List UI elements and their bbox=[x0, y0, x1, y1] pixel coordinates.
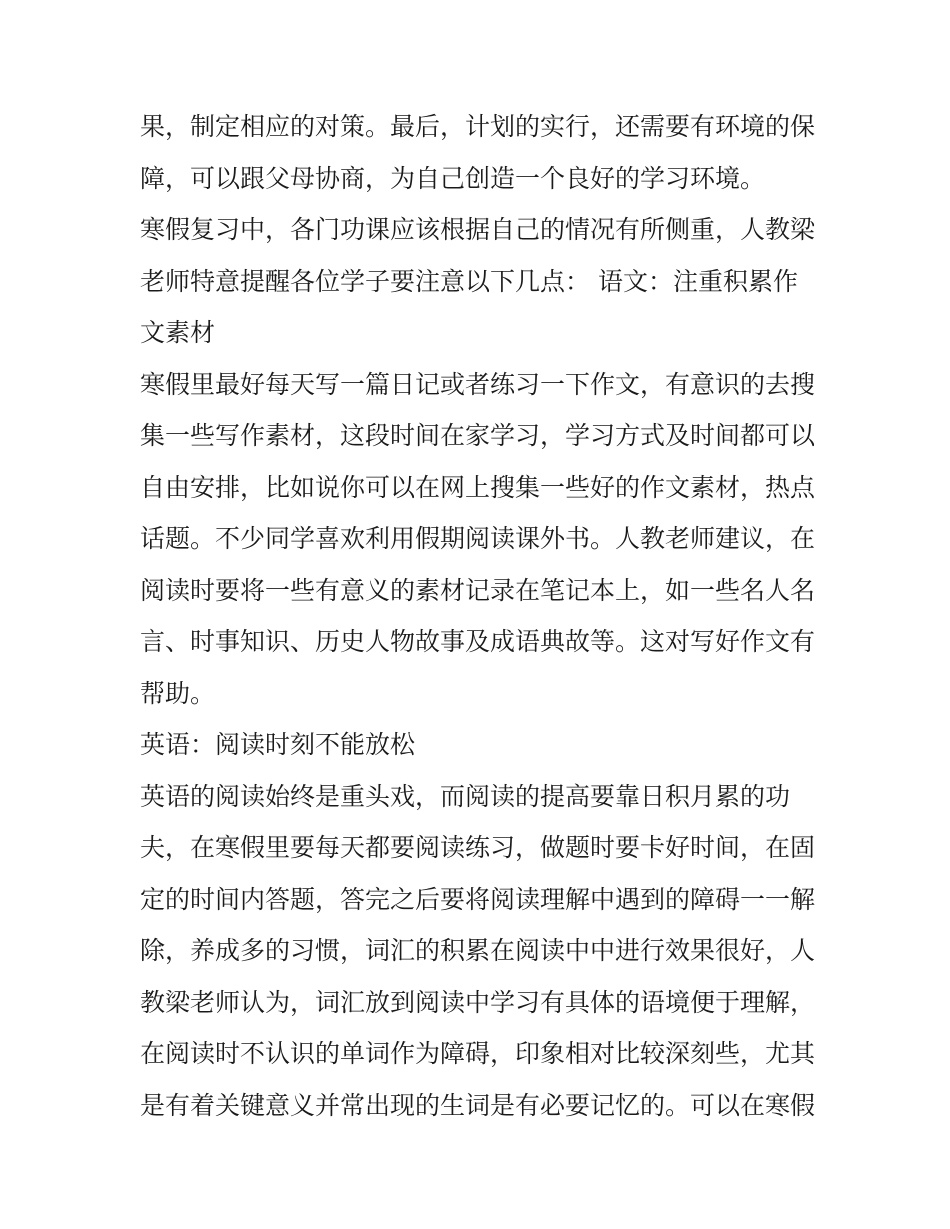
text-line: 寒假复习中，各门功课应该根据自己的情况有所侧重，人教梁 bbox=[140, 215, 816, 244]
text-line: 教梁老师认为，词汇放到阅读中学习有具体的语境便于理解， bbox=[140, 987, 816, 1017]
text-line: 集一些写作素材，这段时间在家学习，学习方式及时间都可以 bbox=[140, 421, 816, 450]
text-line: 话题。不少同学喜欢利用假期阅读课外书。人教老师建议，在 bbox=[140, 524, 816, 553]
text-line: 老师特意提醒各位学子要注意以下几点： 语文：注重积累作 bbox=[140, 266, 798, 296]
text-line: 障，可以跟父母协商，为自己创造一个良好的学习环境。 bbox=[140, 163, 766, 193]
text-line: 在阅读时不认识的单词作为障碍，印象相对比较深刻些，尤其 bbox=[140, 1039, 816, 1068]
text-line: 除，养成多的习惯，词汇的积累在阅读中中进行效果很好，人 bbox=[140, 936, 816, 965]
text-line: 英语的阅读始终是重头戏，而阅读的提高要靠日积月累的功 bbox=[140, 781, 791, 811]
text-line: 夫，在寒假里要每天都要阅读练习，做题时要卡好时间，在固 bbox=[140, 833, 816, 862]
text-line: 寒假里最好每天写一篇日记或者练习一下作文，有意识的去搜 bbox=[140, 369, 816, 399]
text-line: 是有着关键意义并常出现的生词是有必要记忆的。可以在寒假 bbox=[140, 1090, 816, 1120]
text-line: 定的时间内答题，答完之后要将阅读理解中遇到的障碍一一解 bbox=[140, 884, 816, 914]
text-line: 文素材 bbox=[140, 318, 216, 347]
text-line: 英语：阅读时刻不能放松 bbox=[140, 730, 416, 759]
text-line: 帮助。 bbox=[140, 678, 216, 708]
text-line: 果，制定相应的对策。最后，计划的实行，还需要有环境的保 bbox=[140, 112, 816, 141]
text-line: 自由安排，比如说你可以在网上搜集一些好的作文素材，热点 bbox=[140, 472, 816, 502]
text-line: 言、时事知识、历史人物故事及成语典故等。这对写好作文有 bbox=[140, 627, 816, 656]
body-text bbox=[140, 101, 820, 1131]
text-line: 阅读时要将一些有意义的素材记录在笔记本上，如一些名人名 bbox=[140, 575, 816, 605]
